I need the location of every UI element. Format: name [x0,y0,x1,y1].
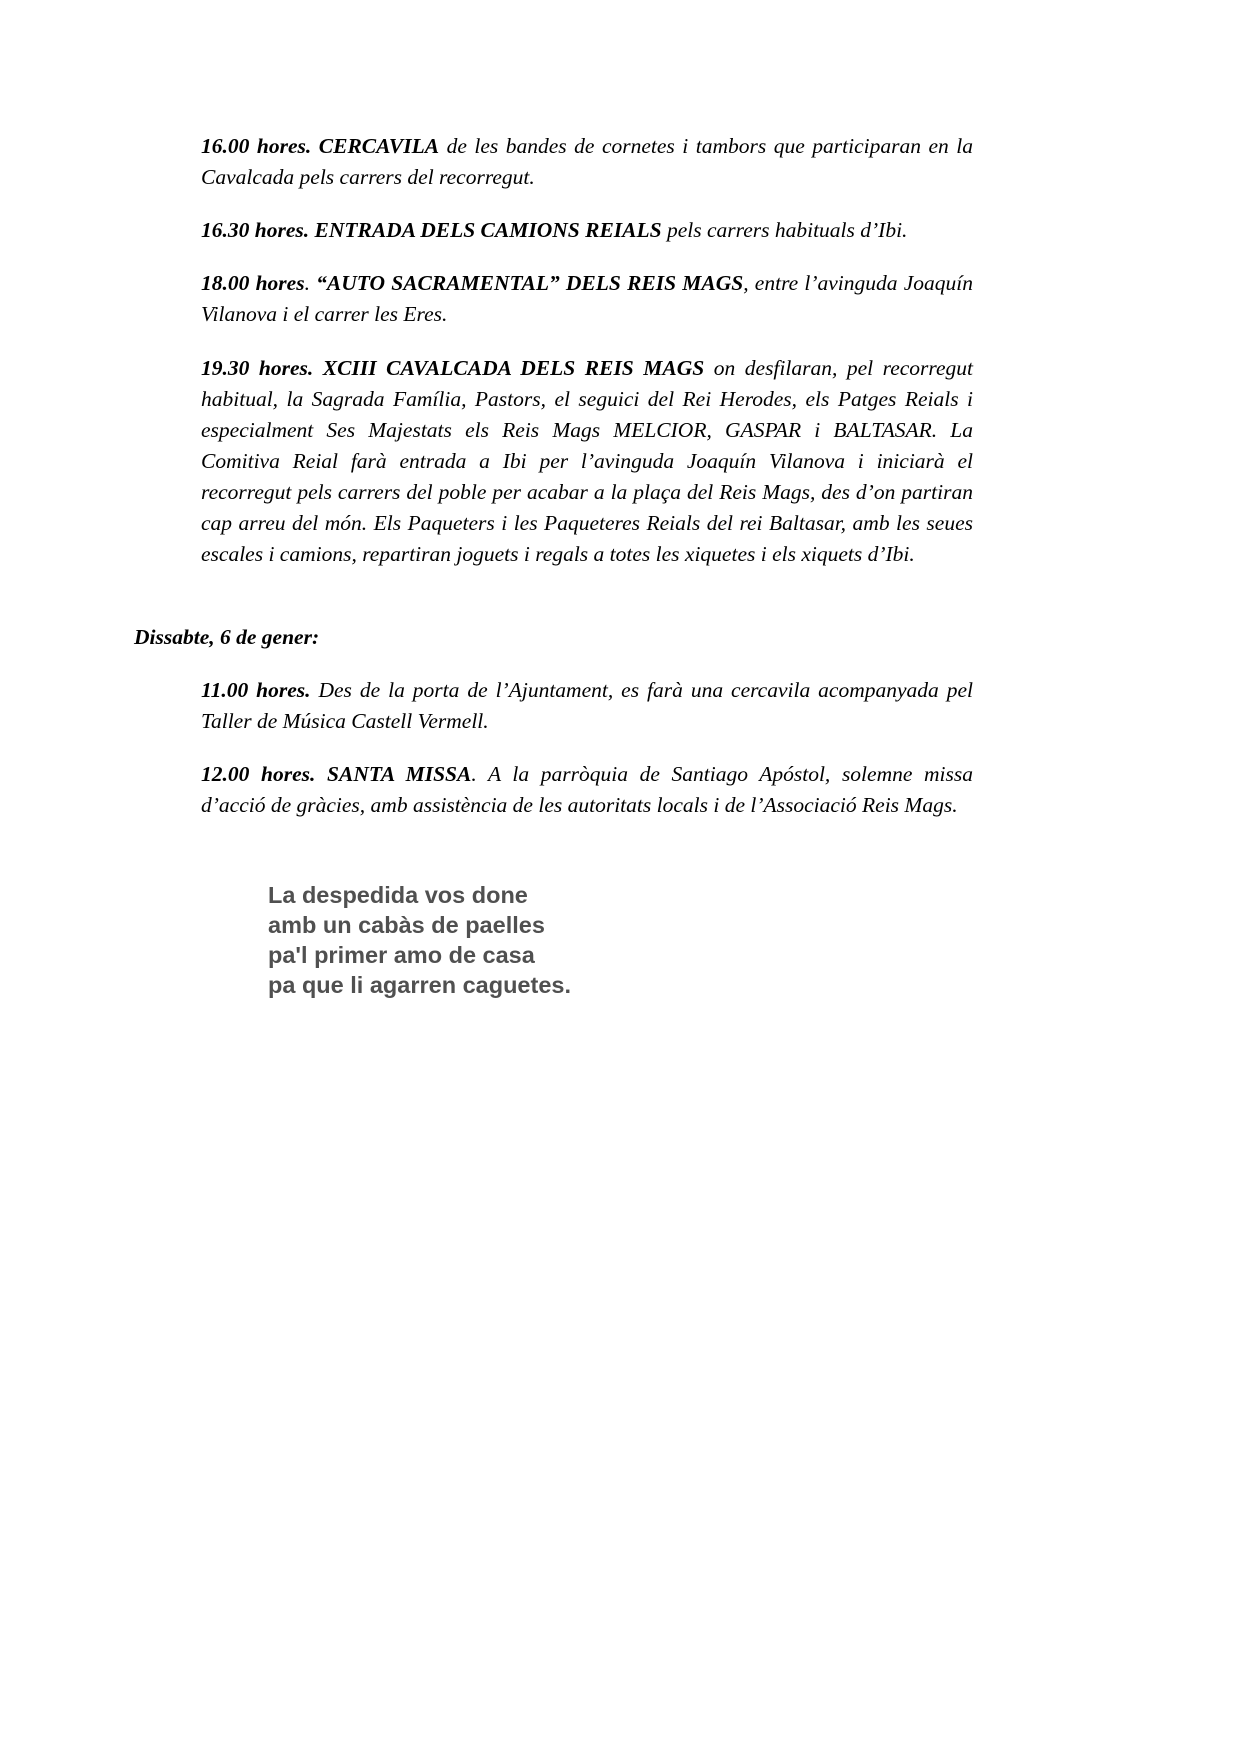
entry-title: “AUTO SACRAMENTAL” DELS REIS MAGS [316,271,744,295]
entry-text: de les bandes de cornetes i tambors que participaran en la Cavalcada pels carrers del recorregut. [201,134,974,189]
entry-time: 19.30 hores. [201,356,314,380]
entry-time: 12.00 hores. [201,762,316,786]
entry-time: 16.00 hores. [201,134,312,158]
entry-title: CERCAVILA [318,134,440,158]
entry-text: . A la parròquia de Santiago Apóstol, solemne missa d’acció de gràcies, amb assistència de les autoritats locals i de l’Associació Reis Mags. [201,762,974,817]
entry-text: Des de la porta de l’Ajuntament, es farà una cercavila acompanyada pel Taller de Música Castell Vermell. [201,678,973,733]
schedule-entry-santa-missa [201,759,973,821]
entry-time: 16.30 hores. [201,218,310,242]
verse-line: pa que li agarren caguetes. [268,972,571,998]
entry-title: SANTA MISSA [327,762,472,786]
entry-title-separator: . [304,271,317,295]
schedule-entry-cavalcada [201,353,973,570]
entry-text: pels carrers habituals d’Ibi. [661,218,908,242]
entry-title: XCIII CAVALCADA DELS REIS MAGS [322,356,705,380]
closing-verse [268,880,571,1000]
schedule-entry-camions [201,215,973,246]
verse-line: La despedida vos done [268,882,528,908]
verse-line: amb un cabàs de paelles [268,912,545,938]
entry-title: ENTRADA DELS CAMIONS REIALS [314,218,662,242]
verse-line: pa'l primer amo de casa [268,942,535,968]
schedule-entry-auto-sacramental [201,268,973,330]
schedule-entry-cercavila [201,131,973,193]
entry-time: 11.00 hores. [201,678,311,702]
day-heading: Dissabte, 6 de gener: [134,625,320,649]
entry-text: on desfilaran, pel recorregut habitual, la Sagrada Família, Pastors, el seguici del Rei Herodes, els Patges Reials i especialment Ses Majestats els Reis Mags MELCIOR, GASPAR i BALTASAR. La Comitiva Reial farà entrada a Ibi per l’avinguda Joaquín Vilanova i iniciarà el recorregut pels carrers del poble per acabar a la plaça del Reis Mags, des d’on partiran cap arreu del món. Els Paqueters i les Paqueteres Reials del rei Baltasar, amb les seues escales i camions, repartiran joguets i regals a totes les xiquetes i els xiquets d’Ibi. [201,356,974,566]
entry-time: 18.00 hores [201,271,305,295]
schedule-entry-ajuntament [201,675,973,737]
entry-text: , entre l’avinguda Joaquín Vilanova i el carrer les Eres. [201,271,973,326]
